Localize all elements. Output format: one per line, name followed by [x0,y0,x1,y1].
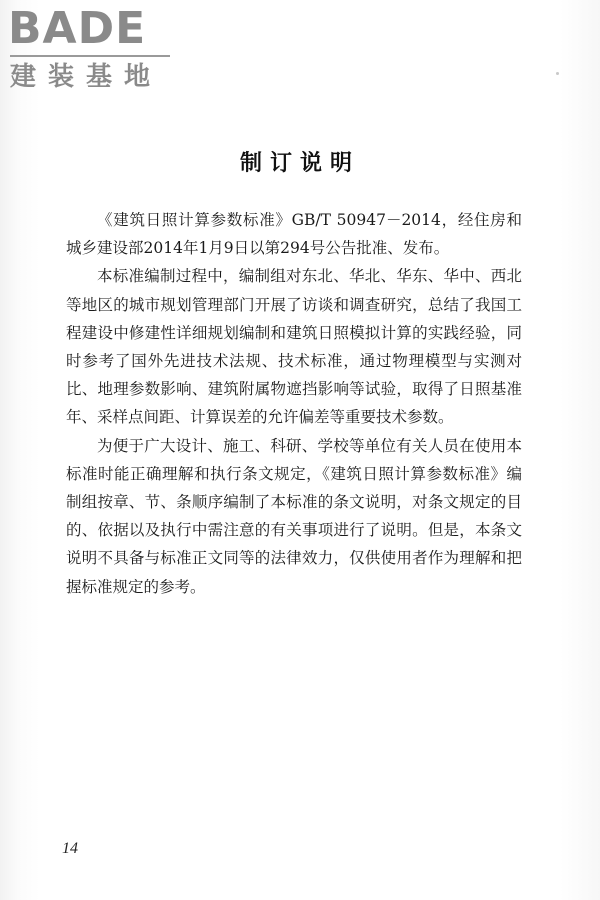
logo-divider [10,55,170,57]
logo [8,4,178,94]
body-text [66,206,522,601]
page-title: 制订说明 [239,151,360,176]
page-number: 14 [62,840,78,857]
paragraph: 本标准编制过程中，编制组对东北、华北、华东、华中、西北等地区的城市规划管理部门开展了访谈和调查研究，总结了我国工程建设中修建性详细规划编制和建筑日照模拟计算的实践经验，同时参考了国外先进技术法规、技术标准，通过物理模型与实测对比、地理参数影响、建筑附属物遮挡影响等试验，取得了日照基准年、采样点间距、计算误差的允许偏差等重要技术参数。 [66,267,522,427]
logo-mark: BADE [8,3,147,54]
paragraph: 《建筑日照计算参数标准》GB/T 50947－2014，经住房和城乡建设部2014年1月9日以第294号公告批准、发布。 [66,211,522,258]
scan-speck [556,72,559,75]
logo-chinese-name: 建装基地 [10,62,163,92]
paragraph: 为便于广大设计、施工、科研、学校等单位有关人员在使用本标准时能正确理解和执行条文规定，《建筑日照计算参数标准》编制组按章、节、条顺序编制了本标准的条文说明，对条文规定的目的、依据以及执行中需注意的有关事项进行了说明。但是，本条文说明不具备与标准正文同等的法律效力，仅供使用者作为理解和把握标准规定的参考。 [66,436,522,596]
